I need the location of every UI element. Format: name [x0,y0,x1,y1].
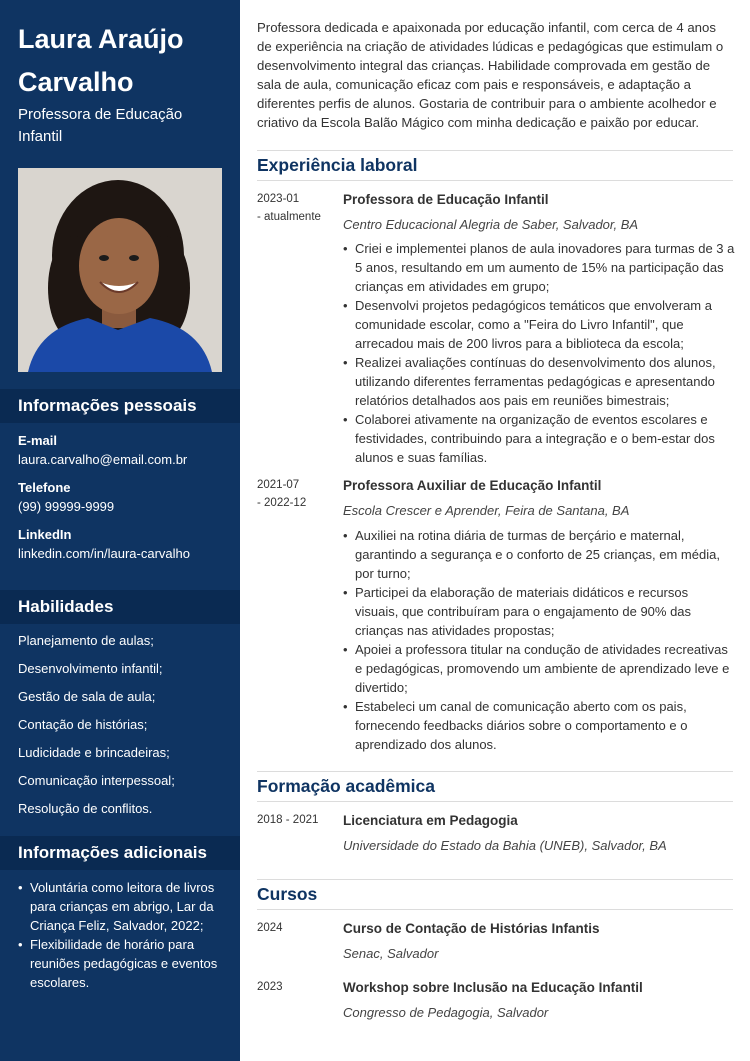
list-item: • Colaborei ativamente na organização de eventos escolares e festividades, contribuindo para a integração e o bem-estar dos alunos e suas famílias. [343,410,735,467]
list-item: • Realizei avaliações contínuas do desenvolvimento dos alunos, utilizando diferentes ferramentas pedagógicas e apresentando relatórios detalhados aos pais em reuniões bimestrais; [343,353,735,410]
additional-info-list [18,878,228,992]
skills-heading: Habilidades [0,590,240,624]
email-value[interactable]: laura.carvalho@email.com.br [18,452,188,467]
job-date [257,476,337,512]
list-item: • Flexibilidade de horário para reuniões pedagógicas e eventos escolares. [18,935,228,992]
profile-photo-illustration [18,168,222,372]
list-item: • Auxiliei na rotina diária de turmas de berçário e maternal, garantindo a segurança e o conforto de 25 crianças, em média, por turno; [343,526,735,583]
list-item: • Apoiei a professora titular na condução de atividades recreativas e pedagógicas, promovendo um ambiente de aprendizado leve e divertido; [343,640,735,697]
job-achievements [343,239,735,467]
skill-item: Gestão de sala de aula; [18,689,156,704]
skill-item: Desenvolvimento infantil; [18,661,163,676]
additional-info-heading: Informações adicionais [0,836,240,870]
job-title: Professora Auxiliar de Educação Infantil [343,478,602,493]
skill-item: Resolução de conflitos. [18,801,153,816]
skill-item: Planejamento de aulas; [18,633,154,648]
phone-value[interactable]: (99) 99999-9999 [18,499,115,514]
divider [257,909,733,910]
course-provider: Congresso de Pedagogia, Salvador [343,1005,549,1020]
list-item: • Estabeleci um canal de comunicação aberto com os pais, fornecendo feedbacks diários sobre o comportamento e o aprendizado dos alunos. [343,697,735,754]
job-title: Professora de Educação Infantil [343,192,549,207]
institution: Universidade do Estado da Bahia (UNEB), Salvador, BA [343,838,667,853]
job-achievements [343,526,735,754]
job-employer: Escola Crescer e Aprender, Feira de Santana, BA [343,503,630,518]
email-label: E-mail [18,433,58,448]
list-item: • Voluntária como leitora de livros para crianças em abrigo, Lar da Criança Feliz, Salvador, 2022; [18,878,228,935]
divider [257,150,733,151]
list-item: • Criei e implementei planos de aula inovadores para turmas de 3 a 5 anos, resultando em um aumento de 15% na participação das crianças em atividades em grupo; [343,239,735,296]
course-date: 2024 [257,922,283,934]
degree-title: Licenciatura em Pedagogia [343,813,518,828]
education-date: 2018 - 2021 [257,814,319,826]
job-employer: Centro Educacional Alegria de Saber, Salvador, BA [343,217,639,232]
course-title: Curso de Contação de Histórias Infantis [343,921,600,936]
skill-item: Ludicidade e brincadeiras; [18,745,170,760]
course-provider: Senac, Salvador [343,946,439,961]
course-date: 2023 [257,981,283,993]
divider [257,801,733,802]
skill-item: Contação de histórias; [18,717,148,732]
experience-heading: Experiência laboral [257,155,418,175]
sidebar [0,0,240,1061]
profile-photo [18,168,222,372]
courses-heading: Cursos [257,884,318,904]
skill-item: Comunicação interpessoal; [18,773,175,788]
job-date [257,190,337,226]
education-heading: Formação acadêmica [257,776,436,796]
divider [257,771,733,772]
candidate-role: Professora de Educação Infantil [18,106,183,145]
job-date-start: 2023-01 [257,193,300,205]
job-date-end: - atualmente [257,211,321,223]
divider [257,180,733,181]
linkedin-label: LinkedIn [18,527,72,542]
phone-label: Telefone [18,480,71,495]
job-date-end: - 2022-12 [257,497,307,509]
main-content [240,0,750,1061]
job-date-start: 2021-07 [257,479,300,491]
personal-info-heading: Informações pessoais [0,389,240,423]
course-title: Workshop sobre Inclusão na Educação Infantil [343,980,643,995]
professional-summary: Professora dedicada e apaixonada por educação infantil, com cerca de 4 anos de experiência na criação de atividades lúdicas e pedagógicas que estimulam o desenvolvimento integral das crianças. Habilidade comprovada em gestão de sala de aula, comunicação eficaz com pais e responsáveis, e adaptação a diferentes perfis de alunos. Gostaria de contribuir para o ambiente acolhedor e criativo da Escola Balão Mágico com minha dedicação e paixão por educar. [257,20,724,130]
candidate-name: Laura Araújo Carvalho [18,24,184,97]
divider [257,879,733,880]
list-item: • Desenvolvi projetos pedagógicos temáticos que envolveram a comunidade escolar, como a "Feira do Livro Infantil", que arrecadou mais de 200 livros para a biblioteca da escola; [343,296,735,353]
linkedin-value[interactable]: linkedin.com/in/laura-carvalho [18,546,190,561]
list-item: • Participei da elaboração de materiais didáticos e recursos visuais, que contribuíram para o engajamento de 90% das crianças nas atividades propostas; [343,583,735,640]
